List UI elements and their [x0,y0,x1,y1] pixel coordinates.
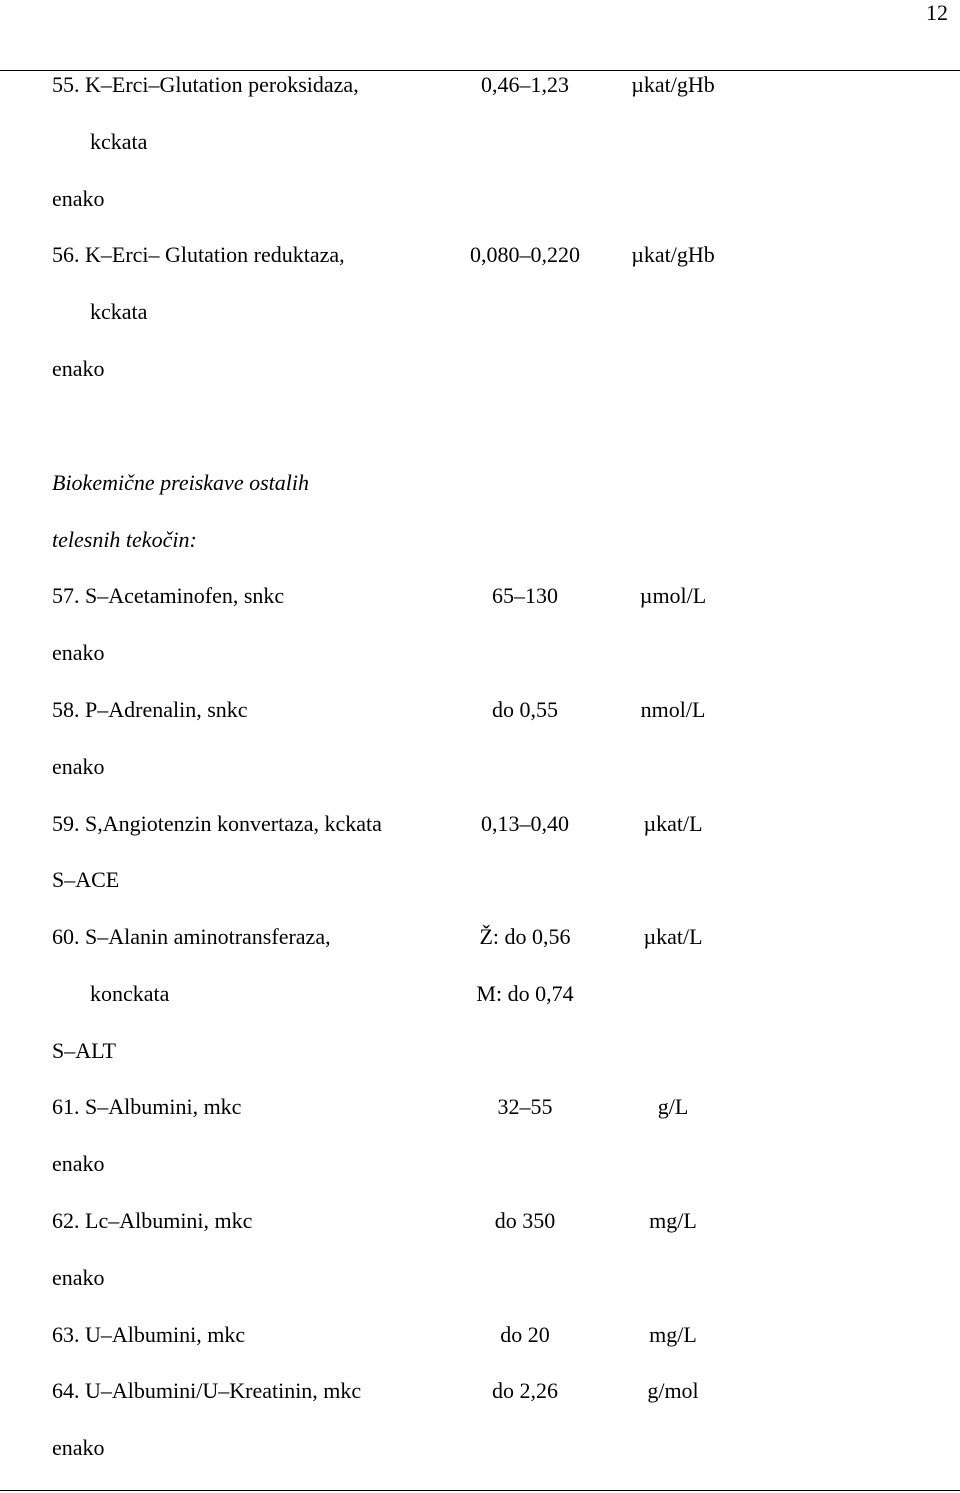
section-heading-text: Biokemične preiskave ostalih [52,470,309,495]
list-item [0,1151,960,1181]
unit: mg/L [649,1208,697,1233]
unit: g/mol [647,1378,699,1403]
test-name: enako [52,356,105,381]
list-item [0,697,960,727]
list-item [0,583,960,613]
list-item [0,867,960,897]
list-item [0,754,960,784]
reference-range: do 350 [494,1208,556,1233]
list-item [0,1378,960,1408]
list-item [0,242,960,272]
unit: µkat/L [643,811,703,836]
reference-range: do 2,26 [492,1378,558,1403]
test-name: enako [52,1435,105,1460]
header-rule [0,70,960,71]
list-item [0,72,960,102]
unit: mg/L [649,1322,697,1347]
test-name: 61. S–Albumini, mkc [52,1094,242,1119]
test-name: S–ALT [52,1038,116,1063]
test-name: enako [52,1265,105,1290]
unit: µkat/gHb [631,242,715,267]
test-name: kckata [90,129,148,154]
test-name: enako [52,754,105,779]
list-item [0,1322,960,1352]
test-name: 64. U–Albumini/U–Kreatinin, mkc [52,1378,362,1403]
test-name: enako [52,1151,105,1176]
list-item [0,981,960,1011]
footer-rule [0,1490,960,1491]
unit: µkat/L [643,924,703,949]
reference-range: Ž: do 0,56 [479,924,571,949]
test-name: 55. K–Erci–Glutation peroksidaza, [52,72,359,97]
test-name: enako [52,186,105,211]
reference-range: 0,13–0,40 [481,811,569,836]
list-item [0,129,960,159]
test-name: 58. P–Adrenalin, snkc [52,697,248,722]
list-item [0,1435,960,1465]
section-heading [0,527,960,557]
list-item [0,924,960,954]
test-name: 56. K–Erci– Glutation reduktaza, [52,242,345,267]
list-item [0,1208,960,1238]
reference-range: do 20 [500,1322,550,1347]
reference-range: do 0,55 [492,697,558,722]
section-heading-text: telesnih tekočin: [52,527,197,552]
reference-range: 65–130 [492,583,558,608]
list-item [0,811,960,841]
reference-range: 0,080–0,220 [470,242,580,267]
test-name: 57. S–Acetaminofen, snkc [52,583,285,608]
section-heading [0,470,960,500]
page-number: 12 [926,0,948,25]
list-item [0,356,960,386]
test-name: 60. S–Alanin aminotransferaza, [52,924,331,949]
list-item [0,299,960,329]
list-item [0,1038,960,1068]
reference-range: M: do 0,74 [476,981,574,1006]
list-item [0,186,960,216]
test-name: 63. U–Albumini, mkc [52,1322,246,1347]
unit: g/L [657,1094,689,1119]
test-name: 62. Lc–Albumini, mkc [52,1208,253,1233]
unit: µkat/gHb [631,72,715,97]
test-name: 59. S,Angiotenzin konvertaza, kckata [52,811,382,836]
test-name: enako [52,640,105,665]
list-item [0,1094,960,1124]
list-item [0,1265,960,1295]
list-item [0,640,960,670]
test-name: S–ACE [52,867,120,892]
unit: nmol/L [640,697,706,722]
test-name: kckata [90,299,148,324]
reference-range: 32–55 [497,1094,553,1119]
unit: µmol/L [639,583,707,608]
test-name: konckata [90,981,170,1006]
reference-range: 0,46–1,23 [481,72,569,97]
